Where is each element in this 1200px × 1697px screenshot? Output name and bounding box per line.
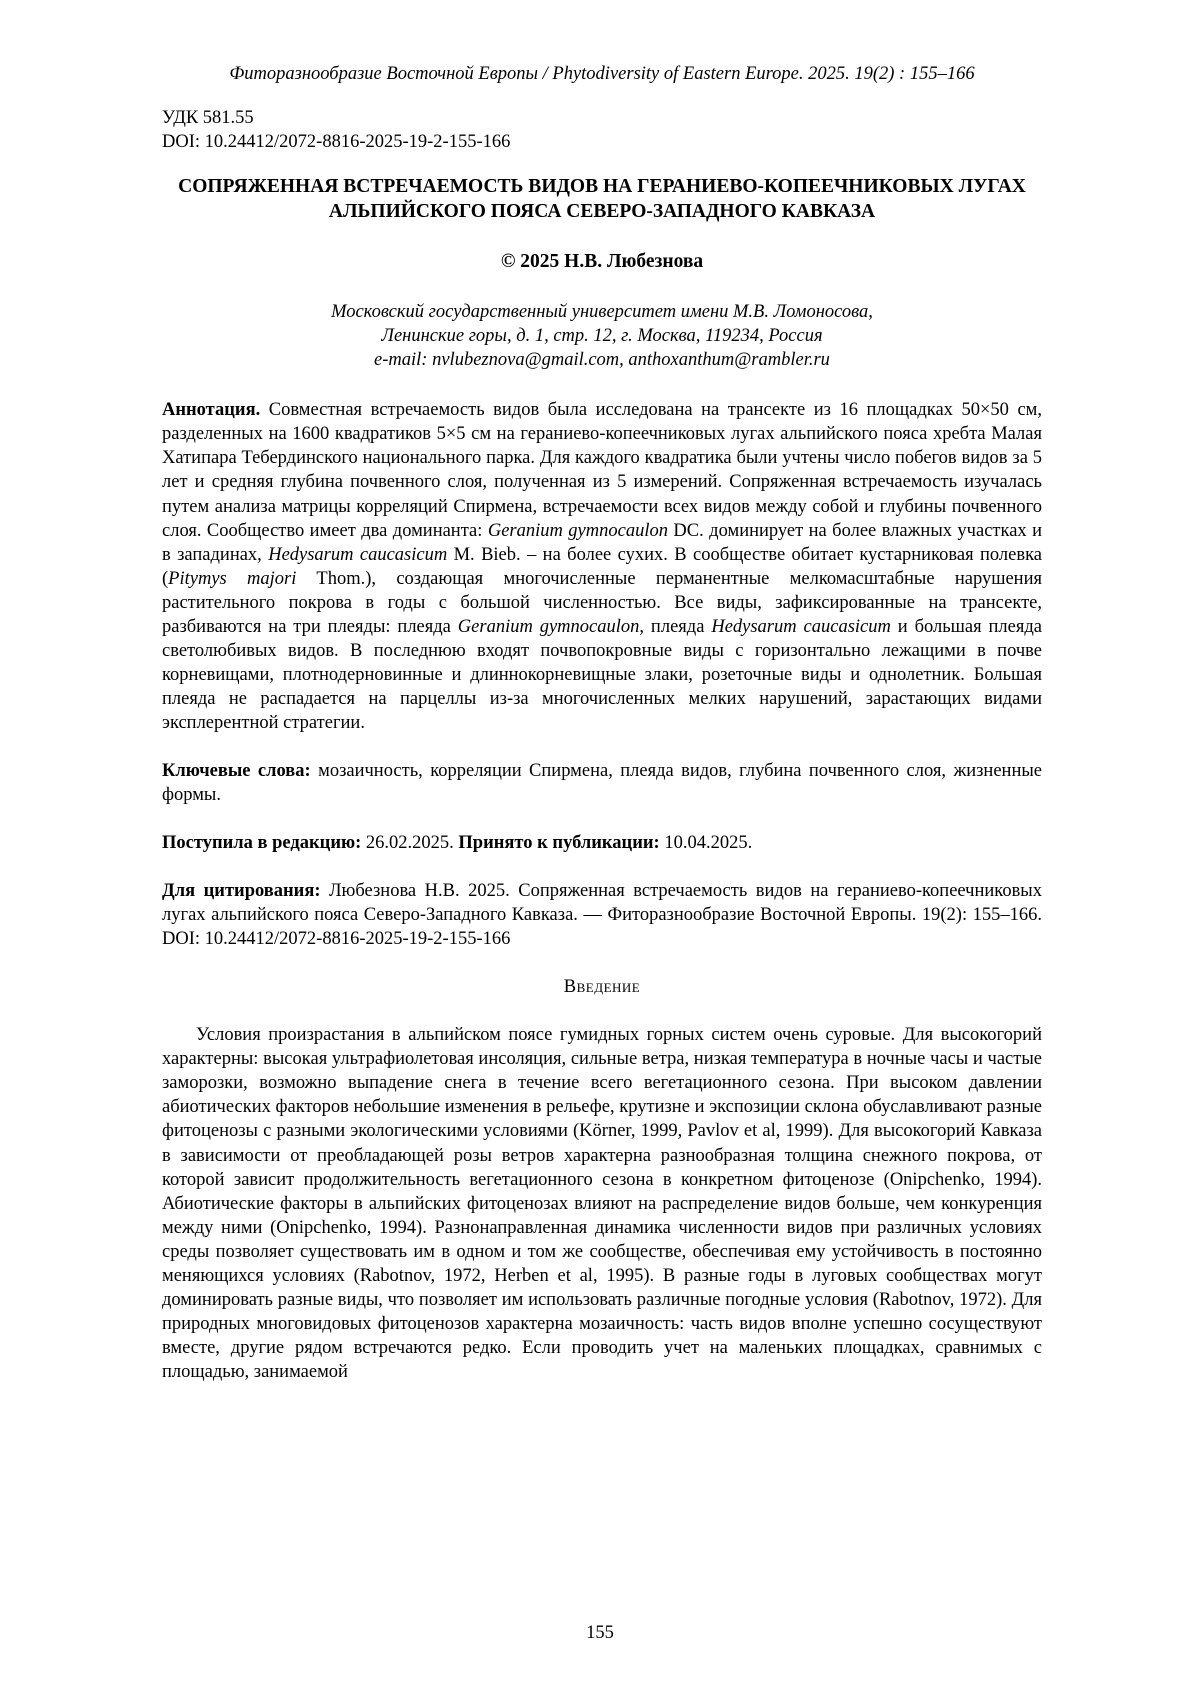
udk-line: УДК 581.55	[162, 108, 254, 129]
dates-paragraph: Поступила в редакцию: 26.02.2025. Принято к публикации: 10.04.2025.	[162, 833, 753, 854]
abstract-paragraph: Аннотация. Совместная встречаемость видов была исследована на трансекте из 16 площадках 50×50 см, разделенных на 1600 квадратиков 5×5 см на гераниево-копеечниковых лугах альпийского пояса хребта Малая Хатипара Тебердинского национального парка. Для каждого квадратика были учтены число побегов видов за 5 лет и средняя глубина почвенного слоя, полученная из 5 измерений. Сопряженная встречаемость изучалась путем анализа матрицы корреляций Спирмена, встречаемости всех видов между собой и глубины почвенного слоя. Сообщество имеет два доминанта: Geranium gymnocaulon DC. доминирует на более влажных участках и в западинах, Hedysarum caucasicum М. Bieb. – на более сухих. В сообществе обитает кустарниковая полевка (Pitymys majori Thom.), создающая многочисленные перманентные мелкомасштабные нарушения растительного покрова в годы с большой численностью. Все виды, зафиксированные на трансекте, разбиваются на три плеяды: плеяда Geranium gymnocaulon, плеяда Hedysarum caucasicum и большая плеяда светолюбивых видов. В последнюю входят почвопокровные виды с горизонтально лежащими в почве корневищами, плотнодерновинные и длиннокорневищные злаки, розеточные виды и однолетник. Большая плеяда не распадается на парцеллы из-за многочисленных мелких нарушений, зарастающих видами эксплерентной стратегии.	[162, 400, 1043, 733]
paper-title: СОПРЯЖЕННАЯ ВСТРЕЧАЕМОСТЬ ВИДОВ НА ГЕРАНИЕВО-КОПЕЕЧНИКОВЫХ ЛУГАХ АЛЬПИЙСКОГО ПОЯСА СЕВЕРО-ЗАПАДНОГО КАВКАЗА	[178, 176, 1026, 223]
introduction-paragraph: Условия произрастания в альпийском поясе гумидных горных систем очень суровые. Для высокогорий характерны: высокая ультрафиолетовая инсоляция, сильные ветра, низкая температура в ночные часы и частые заморозки, возможно выпадение снега в течение всего вегетационного сезона. При высоком давлении абиотических факторов небольшие изменения в рельефе, крутизне и экспозиции склона обуславливают разные фитоценозы с разными экологическими условиями (Körner, 1999, Pavlov et al, 1999). Для высокогорий Кавказа в зависимости от преобладающей розы ветров характерна разнообразная толщина снежного покрова, от которой зависит продолжительность вегетационного сезона в конкретном фитоценозе (Onipchenko, 1994). Абиотические факторы в альпийских фитоценозах влияют на распределение видов больше, чем конкуренция между ними (Onipchenko, 1994). Разнонаправленная динамика численности видов при различных условиях среды позволяет существовать им в одном и том же сообществе, обеспечивая ему устойчивость в постоянно меняющихся условиях (Rabotnov, 1972, Herben et al, 1995). В разные годы в луговых сообществах могут доминировать разные виды, что позволяет им использовать различные погодные условия (Rabotnov, 1972). Для природных многовидовых фитоценозов характерна мозаичность: часть видов вполне успешно сосуществуют вместе, другие рядом встречаются редко. Если проводить учет на маленьких площадках, сравнимых с площадью, занимаемой	[162, 1025, 1042, 1382]
doi-line: DOI: 10.24412/2072-8816-2025-19-2-155-166	[162, 132, 511, 153]
keywords-paragraph: Ключевые слова: мозаичность, корреляции Спирмена, плеяда видов, глубина почвенного слоя, жизненные формы.	[162, 760, 1042, 806]
section-heading-introduction: Введение	[563, 977, 641, 998]
affiliation-line: Московский государственный университет имени М.В. Ломоносова,	[331, 302, 873, 323]
affiliation-block	[162, 300, 1042, 372]
affiliation-line: Ленинские горы, д. 1, стр. 12, г. Москва, 119234, Россия	[381, 326, 823, 347]
journal-header: Фиторазнообразие Восточной Европы / Phytodiversity of Eastern Europe. 2025. 19(2) : 155–166	[229, 64, 975, 84]
author-line: © 2025 Н.В. Любезнова	[500, 250, 704, 272]
page-number: 155	[586, 1622, 614, 1643]
citation-paragraph: Для цитирования: Любезнова Н.В. 2025. Сопряженная встречаемость видов на гераниево-копеечниковых лугах альпийского пояса Северо-Западного Кавказа. — Фиторазнообразие Восточной Европы. 19(2): 155–166. DOI: 10.24412/2072-8816-2025-19-2-155-166	[162, 881, 1042, 950]
affiliation-email-line: e-mail: nvlubeznova@gmail.com, anthoxanthum@rambler.ru	[374, 350, 830, 371]
meta-block	[162, 106, 1042, 154]
